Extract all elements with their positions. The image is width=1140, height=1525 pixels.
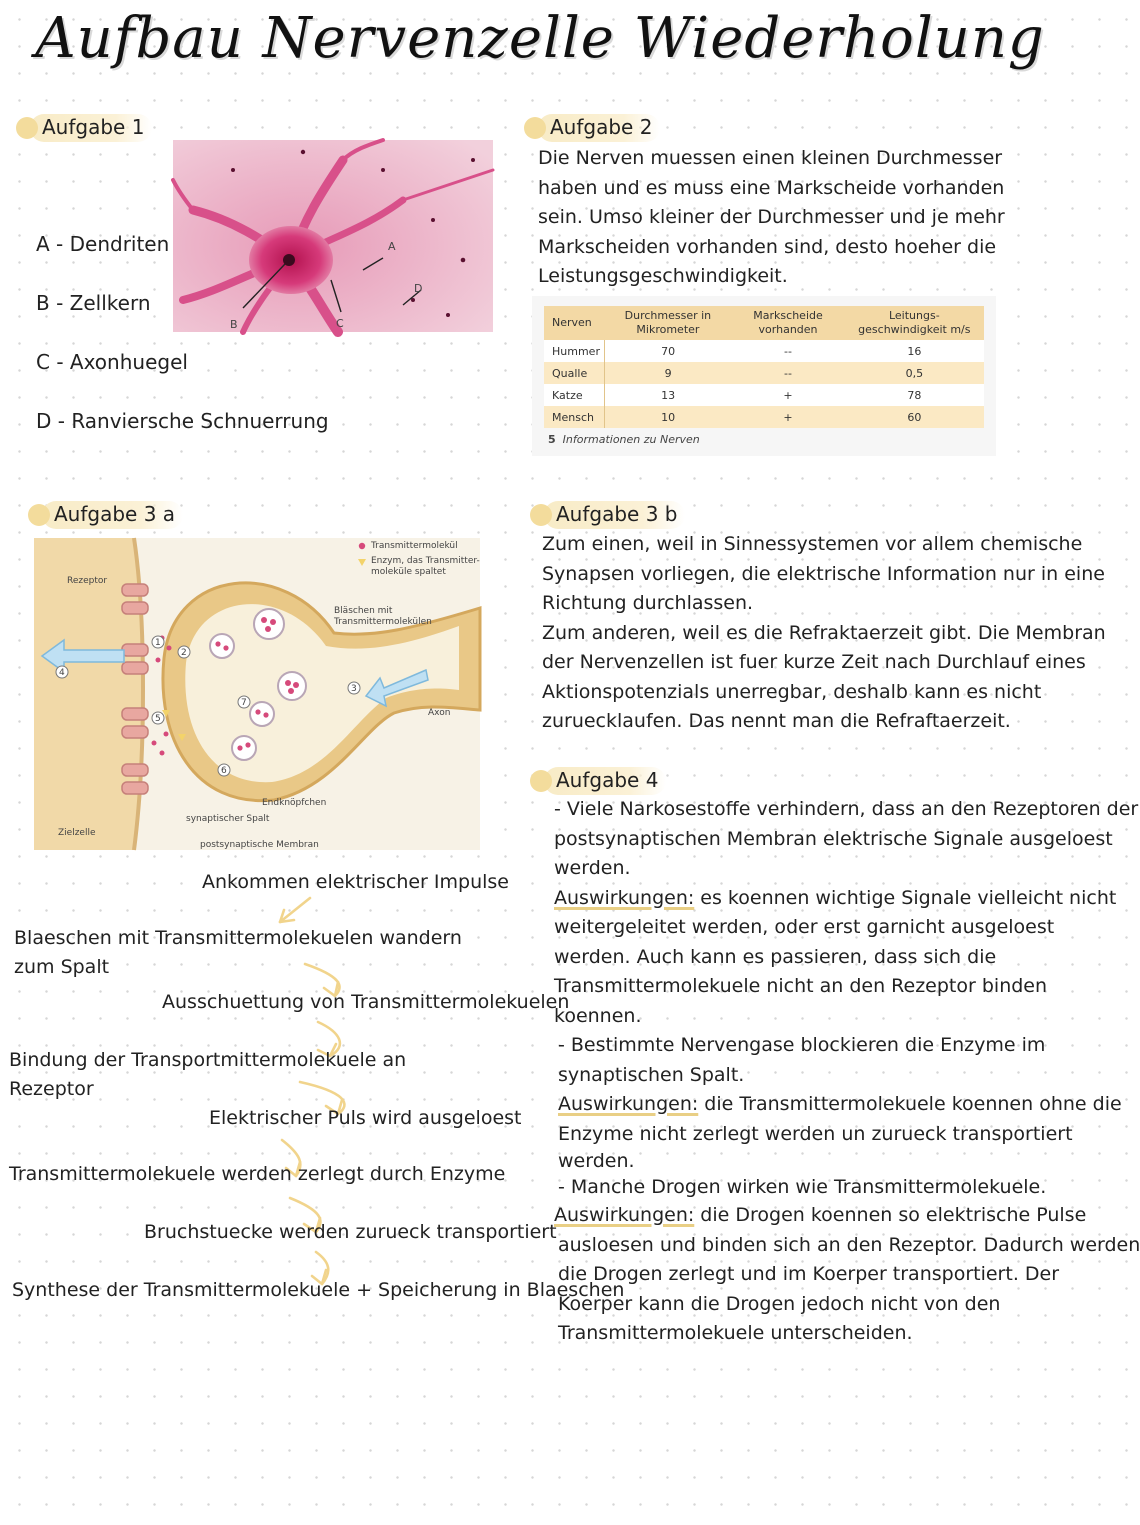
nerve-info-table	[544, 306, 984, 428]
text-line: synaptischen Spalt.	[558, 1063, 745, 1086]
aufgabe-4-text	[554, 795, 1140, 1349]
table-cell: Mensch	[544, 406, 604, 428]
table-row	[544, 384, 984, 406]
flow-step-7: Bruchstuecke werden zurueck transportiert	[144, 1221, 557, 1243]
aufgabe-2-text	[538, 144, 1005, 292]
effects-text: die Transmittermolekuele koennen ohne die	[698, 1093, 1122, 1115]
text-line: Markscheiden vorhanden sind, desto hoeher die	[538, 235, 997, 258]
label-end-bulb: Endknöpfchen	[262, 798, 327, 808]
table-cell: 9	[604, 362, 731, 384]
table-cell: +	[731, 384, 844, 406]
aufgabe-3b-text	[542, 530, 1106, 737]
text-line: Zum anderen, weil es die Refraktaerzeit gibt. Die Membran	[542, 621, 1106, 644]
text-line: werden.	[554, 857, 631, 879]
num-4: 4	[59, 668, 65, 678]
text-line: postsynaptischen Membran elektrische Signale ausgeloest	[554, 827, 1113, 850]
neuron-image	[173, 140, 493, 332]
text-line: Synapsen vorliegen, die elektrische Information nur in eine	[542, 562, 1105, 585]
page-title: Aufbau Nervenzelle Wiederholung	[35, 6, 1045, 71]
table-row	[544, 340, 984, 362]
table-header: Leitungs-geschwindigkeit m/s	[845, 306, 984, 340]
table-cell: 10	[604, 406, 731, 428]
heading-aufgabe-4: Aufgabe 4	[544, 767, 666, 795]
legend-molecule: Transmittermolekül	[371, 541, 458, 551]
marker-a: A	[388, 240, 396, 253]
flow-step-2a: Blaeschen mit Transmittermolekuelen wandern	[14, 927, 462, 949]
text-line: Transmittermolekuele nicht an den Rezeptor binden	[554, 975, 1048, 997]
table-header: Nerven	[544, 306, 604, 340]
heading-aufgabe-3b: Aufgabe 3 b	[544, 501, 685, 529]
label-a: A - Dendriten	[36, 232, 170, 256]
synapse-diagram	[34, 538, 480, 850]
marker-d: D	[414, 282, 423, 295]
table-header: Markscheide vorhanden	[731, 306, 844, 340]
effects-line	[554, 1090, 1122, 1120]
label-receptor: Rezeptor	[67, 576, 108, 586]
flow-step-8: Synthese der Transmittermolekuele + Speicherung in Blaeschen	[12, 1279, 625, 1301]
text-line: Zum einen, weil in Sinnessystemen vor allem chemische	[542, 533, 1083, 555]
effects-line	[554, 1201, 1087, 1231]
flow-step-4a: Bindung der Transportmittermolekuele an	[9, 1049, 407, 1071]
neuron-micrograph	[173, 140, 493, 332]
text-line: Enzyme nicht zerlegt werden un zurueck transportiert	[558, 1122, 1073, 1145]
heading-aufgabe-3a: Aufgabe 3 a	[42, 501, 183, 529]
table-cell: 70	[604, 340, 731, 362]
heading-aufgabe-1: Aufgabe 1	[30, 114, 152, 142]
table-cell: 0,5	[845, 362, 984, 384]
text-line: - Bestimmte Nervengase blockieren die Enzyme im	[558, 1034, 1046, 1056]
effects-label: Auswirkungen:	[554, 1204, 695, 1226]
flow-step-1: Ankommen elektrischer Impulse	[202, 871, 509, 893]
text-line: werden.	[558, 1150, 635, 1172]
table-cell: Qualle	[544, 362, 604, 384]
text-line: koennen.	[554, 1004, 642, 1027]
flow-step-3: Ausschuettung von Transmittermolekuelen	[162, 991, 570, 1013]
label-d: D - Ranviersche Schnuerrung	[36, 409, 329, 433]
label-vesicle-1: Bläschen mit	[334, 606, 393, 616]
num-3: 3	[351, 684, 357, 694]
num-6: 6	[221, 766, 227, 776]
text-line: ausloesen und binden sich an den Rezeptor. Dadurch werden	[558, 1233, 1140, 1256]
table-cell: 60	[845, 406, 984, 428]
table-cell: +	[731, 406, 844, 428]
text-line: der Nervenzellen ist fuer kurze Zeit nach Durchlauf eines	[542, 651, 1086, 673]
caption-text: Informationen zu Nerven	[562, 433, 700, 446]
table-cell: 78	[845, 384, 984, 406]
flow-step-4b: Rezeptor	[9, 1078, 94, 1100]
text-line: weitergeleitet werden, oder erst garnicht ausgeloest	[554, 916, 1055, 938]
text-line: Richtung durchlassen.	[542, 592, 754, 614]
label-postsynaptic: postsynaptische Membran	[200, 840, 319, 850]
text-line: Leistungsgeschwindigkeit.	[538, 265, 788, 287]
legend-enzyme-1: Enzym, das Transmitter-	[371, 556, 480, 566]
table-row	[544, 362, 984, 384]
nerve-info-table-card	[532, 296, 996, 456]
text-line: haben und es muss eine Markscheide vorhanden	[538, 176, 1005, 199]
text-line: werden. Auch kann es passieren, dass sich die	[554, 945, 997, 968]
table-cell: 13	[604, 384, 731, 406]
text-line: Aktionspotenzials unerregbar, deshalb kann es nicht	[542, 680, 1042, 703]
effects-text: es koennen wichtige Signale vielleicht nicht	[694, 886, 1117, 909]
table-caption	[548, 433, 700, 446]
effects-text: die Drogen koennen so elektrische Pulse	[694, 1204, 1087, 1226]
heading-aufgabe-2: Aufgabe 2	[538, 114, 660, 142]
label-c: C - Axonhuegel	[36, 350, 188, 374]
table-cell: 16	[845, 340, 984, 362]
legend-enzyme-2: moleküle spaltet	[371, 567, 446, 577]
caption-number: 5	[548, 433, 556, 446]
label-target-cell: Zielzelle	[58, 828, 96, 838]
text-line: sein. Umso kleiner der Durchmesser und je mehr	[538, 206, 1005, 228]
table-row	[544, 406, 984, 428]
num-7: 7	[241, 698, 247, 708]
table-cell: --	[731, 340, 844, 362]
text-line: Die Nerven muessen einen kleinen Durchmesser	[538, 147, 1003, 169]
label-axon: Axon	[428, 708, 451, 718]
table-cell: Katze	[544, 384, 604, 406]
marker-c: C	[336, 317, 344, 330]
text-line: zuruecklaufen. Das nennt man die Refraftaerzeit.	[542, 710, 1011, 732]
label-b: B - Zellkern	[36, 291, 151, 315]
table-cell: Hummer	[544, 340, 604, 362]
text-line: - Manche Drogen wirken wie Transmittermolekuele.	[558, 1176, 1047, 1198]
flow-step-2b: zum Spalt	[14, 956, 110, 978]
num-2: 2	[181, 648, 187, 658]
flow-step-6: Transmittermolekuele werden zerlegt durch Enzyme	[9, 1163, 506, 1185]
text-line: Transmittermolekuele unterscheiden.	[558, 1322, 913, 1344]
effects-label: Auswirkungen:	[558, 1093, 699, 1115]
num-5: 5	[155, 714, 161, 724]
effects-line	[554, 884, 1117, 914]
marker-b: B	[230, 318, 238, 331]
num-1: 1	[155, 638, 161, 648]
text-line: die Drogen zerlegt und im Koerper transportiert. Der	[558, 1263, 1060, 1285]
label-vesicle-2: Transmittermolekülen	[334, 617, 432, 627]
text-line: - Viele Narkosestoffe verhindern, dass an den Rezeptoren der	[554, 798, 1139, 820]
table-header: Durchmesser in Mikrometer	[604, 306, 731, 340]
effects-label: Auswirkungen:	[554, 886, 695, 909]
text-line: Koerper kann die Drogen jedoch nicht von den	[558, 1292, 1001, 1315]
flow-step-5: Elektrischer Puls wird ausgeloest	[209, 1107, 522, 1129]
label-cleft: synaptischer Spalt	[186, 814, 270, 824]
table-cell: --	[731, 362, 844, 384]
